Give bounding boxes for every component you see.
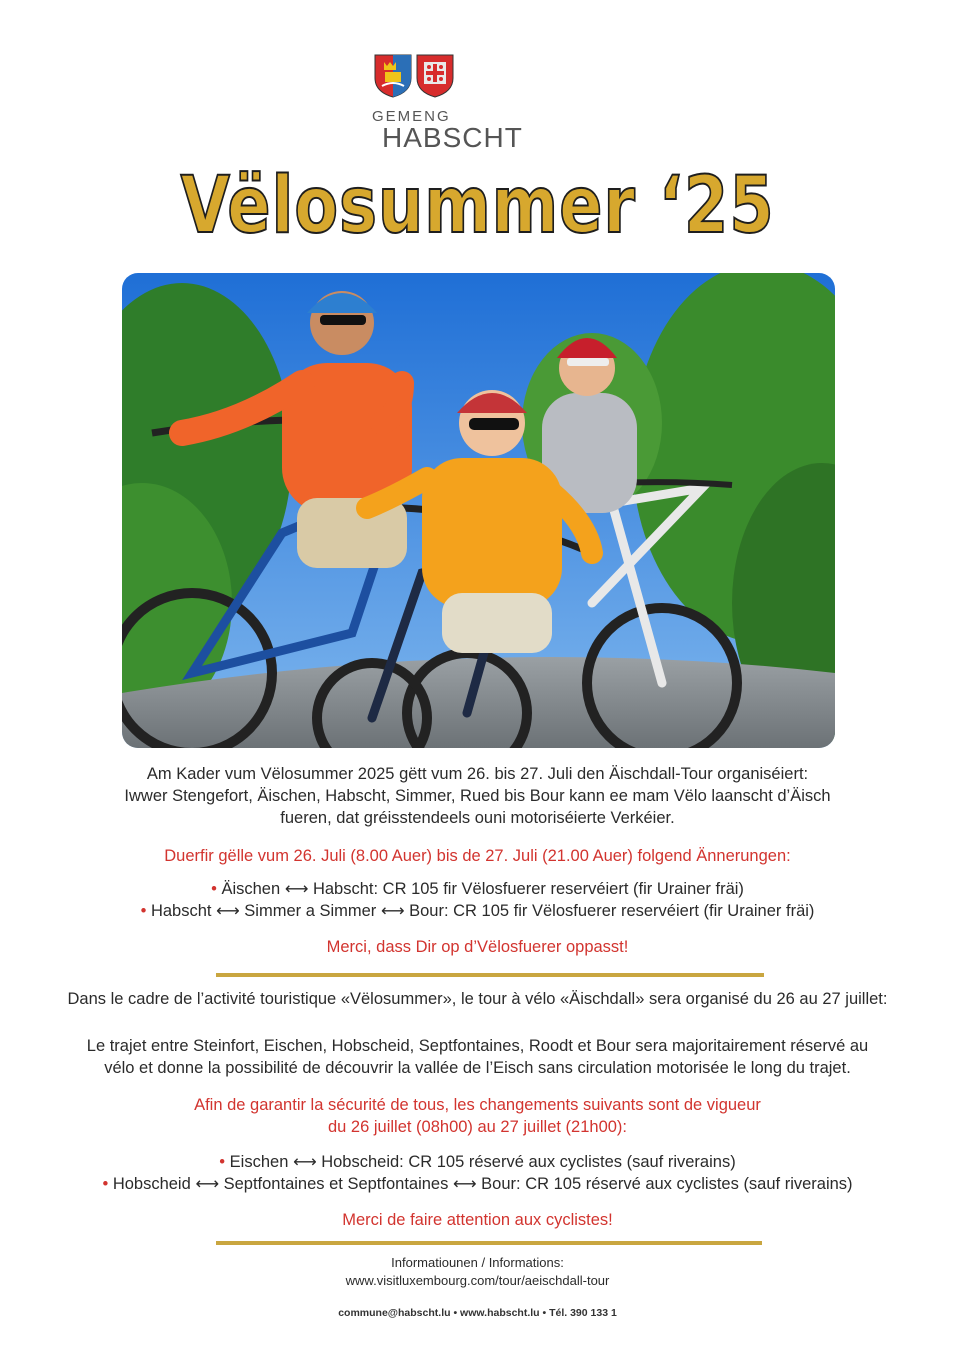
lux-intro [0,763,955,829]
fr-notice-line: Afin de garantir la sécurité de tous, les changements suivants sont de vigueur [194,1096,761,1114]
lux-rule-text: Habscht ⟷ Simmer a Simmer ⟷ Bour: CR 105 fir Vëlosfuerer reservéiert (fir Urainer fräi) [150,902,815,920]
fr-notice [0,1094,955,1138]
lux-rule-item [0,878,955,900]
poster-title: Vëlosummer ‘25 [180,161,775,251]
fr-paragraph-line: Le trajet entre Steinfort, Eischen, Hobscheid, Septfontaines, Roodt et Bour sera majoritairement réservé au [86,1037,869,1055]
bullet: • [219,1153,226,1171]
fr-rule-text: Eischen ⟷ Hobscheid: CR 105 réservé aux cyclistes (sauf riverains) [229,1153,736,1171]
fr-rule-item [0,1173,955,1195]
fr-intro: Dans le cadre de l’activité touristique «Vëlosummer», le tour à vélo «Äischdall» sera organisé du 26 au 27 juillet: [67,990,888,1008]
info-label: Informatiounen / Informations: [391,1255,564,1270]
section-divider [216,973,764,977]
lux-intro-line: Am Kader vum Vëlosummer 2025 gëtt vum 26. bis 27. Juli den Äischdall-Tour organiséiert: [146,765,809,783]
fr-rules [0,1151,955,1195]
lux-intro-line: fueren, dat gréisstendeels ouni motoriséierte Verkéier. [280,809,675,827]
contact-line: commune@habscht.lu • www.habscht.lu • Tél. 390 133 1 [338,1307,617,1319]
fr-rule-text: Hobscheid ⟷ Septfontaines et Septfontaines ⟷ Bour: CR 105 réservé aux cyclistes (sauf riverains) [112,1175,853,1193]
fr-paragraph [0,1035,955,1079]
bullet: • [140,902,147,920]
fr-notice-line: du 26 juillet (08h00) au 27 juillet (21h00): [327,1118,628,1136]
section-divider [216,1241,762,1245]
bullet: • [102,1175,109,1193]
info-url-link[interactable]: www.visitluxembourg.com/tour/aeischdall-tour [345,1273,610,1288]
municipality-logo [368,54,523,154]
logo-text-gemeng: GEMENG [372,108,451,125]
family-cycling-photo [122,273,835,748]
fr-closing: Merci de faire attention aux cyclistes! [342,1211,613,1229]
lux-intro-line: Iwwer Stengefort, Äischen, Habscht, Simmer, Rued bis Bour kann ee mam Vëlo laanscht d’Äisch [124,787,831,805]
lux-closing: Merci, dass Dir op d’Vëlosfuerer oppasst! [326,938,629,956]
bullet: • [211,880,217,898]
coat-of-arms-right-icon [416,54,454,98]
lux-notice: Duerfir gëlle vum 26. Juli (8.00 Auer) bis de 27. Juli (21.00 Auer) folgend Ännerungen: [164,847,791,865]
fr-paragraph-line: vélo et donne la possibilité de découvrir la vallée de l’Eisch sans circulation motorisée le long du trajet. [104,1059,851,1077]
lux-rules [0,878,955,922]
logo-text-habscht: HABSCHT [382,122,523,153]
lux-rule-item [0,900,955,922]
lux-rule-text: Äischen ⟷ Habscht: CR 105 fir Vëlosfuerer reservéiert (fir Urainer fräi) [221,880,744,898]
coat-of-arms-left-icon [374,54,412,98]
fr-rule-item [0,1151,955,1173]
